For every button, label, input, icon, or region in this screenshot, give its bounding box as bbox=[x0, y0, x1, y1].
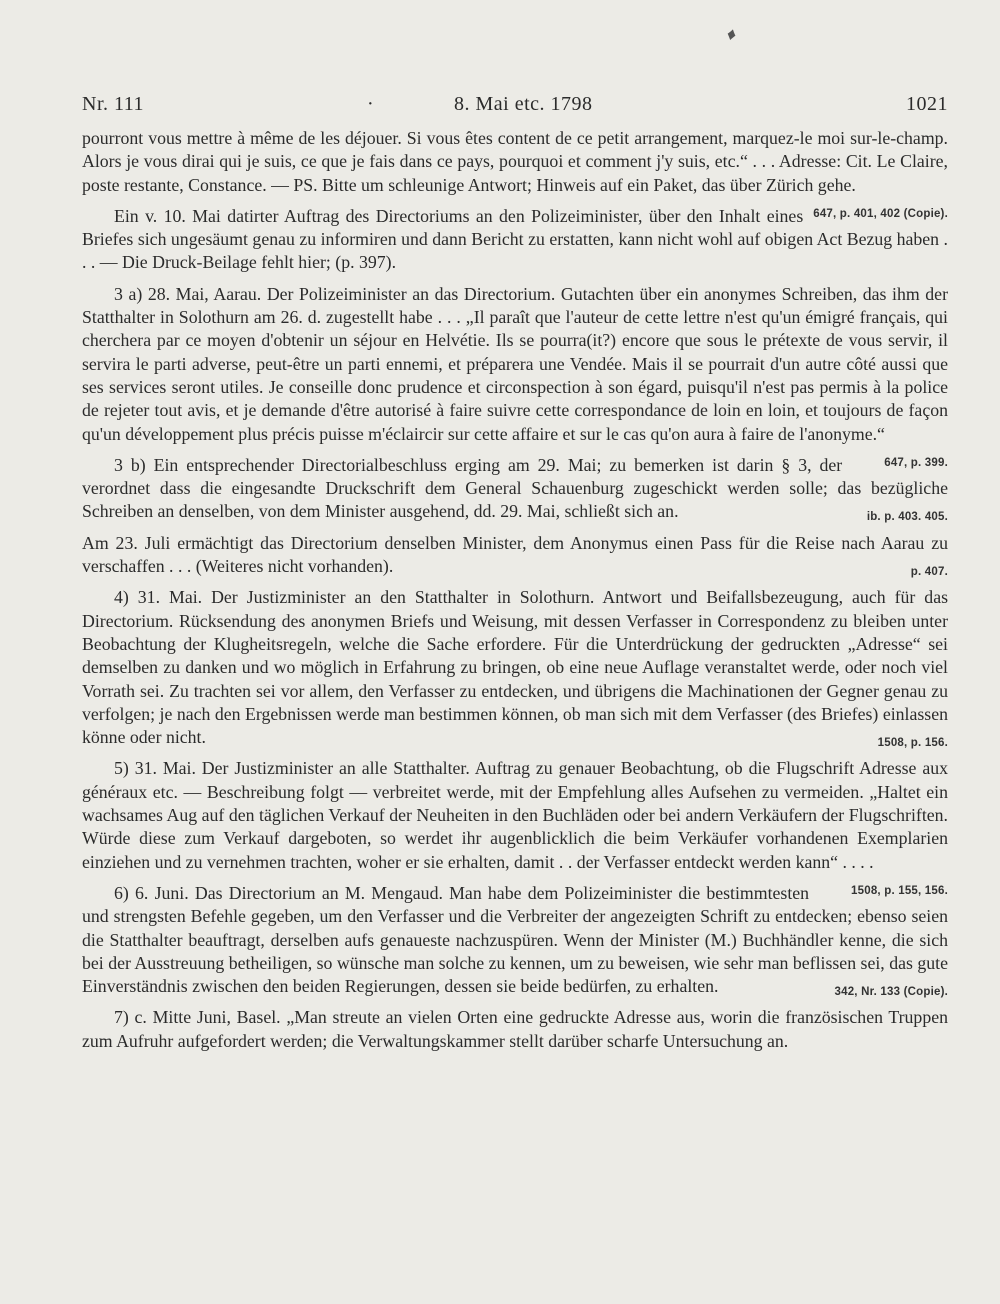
paragraph-4 bbox=[82, 586, 948, 749]
paragraph-text: 6) 6. Juni. Das Directorium an M. Mengaud. Man habe dem Polizeiminister die bestimmtesten und strengsten Befehle gegeben, um den Verfasser und die Verbreiter der angezeigten Schrift zu entdecken; ebenso seien die Statthalter beauftragt, derselben aufs genaueste nachzuspüren. Wenn der Minister (M.) Buchhändler kenne, die sich bei der Ausstreuung betheiligen, so wünsche man solche zu kennen, um zu beweisen, wie sehr man beflissen sei, das gute Einverständnis zwischen den beiden Regierungen, dessen sie beide bedürfen, zu erhalten. bbox=[82, 882, 948, 997]
source-reference: ib. p. 403. 405. bbox=[866, 511, 948, 524]
source-reference: 1508, p. 156. bbox=[877, 737, 948, 750]
source-reference: p. 407. bbox=[910, 566, 948, 579]
paragraph-7 bbox=[82, 1006, 948, 1053]
header-dot: · bbox=[367, 93, 375, 115]
paragraph-text: 5) 31. Mai. Der Justizminister an alle Statthalter. Auftrag zu genauer Beobachtung, ob die Flugschrift Adresse aux généraux etc. — Beschreibung folgt — verbreitet werde, mit der Empfehlung alles Aufsehen zu vermeiden. „Haltet ein wachsames Aug auf den täglichen Verkauf der Neuheiten in den Buchläden oder bei andern Verkäufern der Flugschriften. Würde diese zum Verkauf dargeboten, so werdet ihr augenblicklich die beim Verkäufer vorhandenen Exemplarien einziehen und zu vernehmen trachten, woher er sie erhalten, damit . . der Verfasser entdeckt werden kann“ . . . . bbox=[82, 758, 948, 872]
source-reference: 647, p. 399. bbox=[884, 456, 948, 469]
header-date: 8. Mai etc. 1798 bbox=[454, 93, 593, 115]
page-number: 1021 bbox=[906, 93, 948, 115]
paragraph-3b bbox=[82, 454, 948, 524]
paragraph-text: 7) c. Mitte Juni, Basel. „Man streute an vielen Orten eine gedruckte Adresse aus, worin die französischen Truppen zum Aufruhr aufgefordert werden; die Verwaltungskammer stellt darüber scharfe Untersuchung an. bbox=[82, 1007, 948, 1051]
source-reference: 1508, p. 155, 156. bbox=[851, 884, 948, 897]
source-reference: 647, p. 401, 402 (Copie). bbox=[813, 207, 948, 220]
page-body bbox=[82, 127, 948, 1061]
page-header bbox=[82, 93, 948, 119]
paragraph-text: Ein v. 10. Mai datirter Auftrag des Directoriums an den Polizeiminister, über den Inhalt eines Briefes sich ungesäumt genau zu informiren und dann Bericht zu erstatten, kann nicht wohl auf obigen Act Bezug haben . . . — Die Druck-Beilage fehlt hier; (p. 397). bbox=[82, 205, 948, 273]
source-reference: 342, Nr. 133 (Copie). bbox=[834, 986, 948, 999]
paragraph-text: pourront vous mettre à même de les déjouer. Si vous êtes content de ce petit arrangement, marquez-le moi sur-le-champ. Alors je vous dirai qui je suis, ce que je fais dans ce pays, pourquoi et comment j'y suis, etc.“ . . . Adresse: Cit. Le Claire, poste restante, Constance. — PS. Bitte um schleunige Antwort; Hinweis auf ein Paket, das über Zürich gehe. bbox=[82, 128, 948, 195]
paragraph-5 bbox=[82, 757, 948, 897]
paragraph-text: 4) 31. Mai. Der Justizminister an den Statthalter in Solothurn. Antwort und Beifallsbezeugung, auch für das Directorium. Rücksendung des anonymen Briefs und Weisung, mit dessen Verfasser in Correspondenz zu bleiben unter Beobachtung der Klugheitsregeln, welche die Sache erfordere. Für die Unterdrückung der gedruckten „Adresse“ sei demselben zu danken und wo möglich in Erfahrung zu bringen, ob eine neue Auflage veranstaltet werde, oder noch viel Vorrath sei. Zu trachten sei vor allem, den Verfasser zu entdecken, und übrigens die Machinationen der Gegner genau zu verfolgen; je nach den Ergebnissen werde man bestimmen können, ob man sich mit dem Verfasser (des Briefes) einlassen könne oder nicht. bbox=[82, 587, 948, 748]
paragraph-continuation bbox=[82, 127, 948, 220]
paragraph-text: Am 23. Juli ermächtigt das Directorium denselben Minister, dem Anonymus einen Pass für die Reise nach Aarau zu verschaffen . . . (Weiteres nicht vorhanden). bbox=[82, 532, 948, 577]
paragraph-text: 3 a) 28. Mai, Aarau. Der Polizeiminister an das Directorium. Gutachten über ein anonymes Schreiben, das ihm der Statthalter in Solothurn am 26. d. zugestellt habe . . . „Il paraît que l'auteur de cette lettre n'est qu'un émigré français, qui cherchera par ce moyen d'obtenir un séjour en Helvétie. Ils se pourra(it?) encore que sous le prétexte de vous servir, il servira le parti adverse, peut-être un parti ennemi, et préparera une Vendée. Mais il se pourrait d'un autre côté aussi que ses services seront utiles. Je conseille donc prudence et circonspection à son égard, puisqu'il n'est pas permis à la police de rejeter tout avis, et je demande d'être autorisé à faire suivre cette correspondance de loin en loin, et toujours de façon qu'un développement plus précis puisse m'éclaircir sur cette affaire et sur le cas qu'on aura à faire de l'anonyme.“ bbox=[82, 283, 948, 444]
paragraph-text: 3 b) Ein entsprechender Directorialbeschluss erging am 29. Mai; zu bemerken ist darin § 3, der verordnet dass die eingesandte Druckschrift dem General Schauenburg zugeschickt werden solle; das bezügliche Schreiben an denselben, von dem Minister ausgehend, dd. 29. Mai, schließt sich an. bbox=[82, 454, 948, 522]
paragraph-23-juli bbox=[82, 532, 948, 579]
paragraph-3a bbox=[82, 283, 948, 469]
margin-mark: ♦ bbox=[724, 23, 739, 45]
document-number: Nr. 111 bbox=[82, 93, 145, 115]
